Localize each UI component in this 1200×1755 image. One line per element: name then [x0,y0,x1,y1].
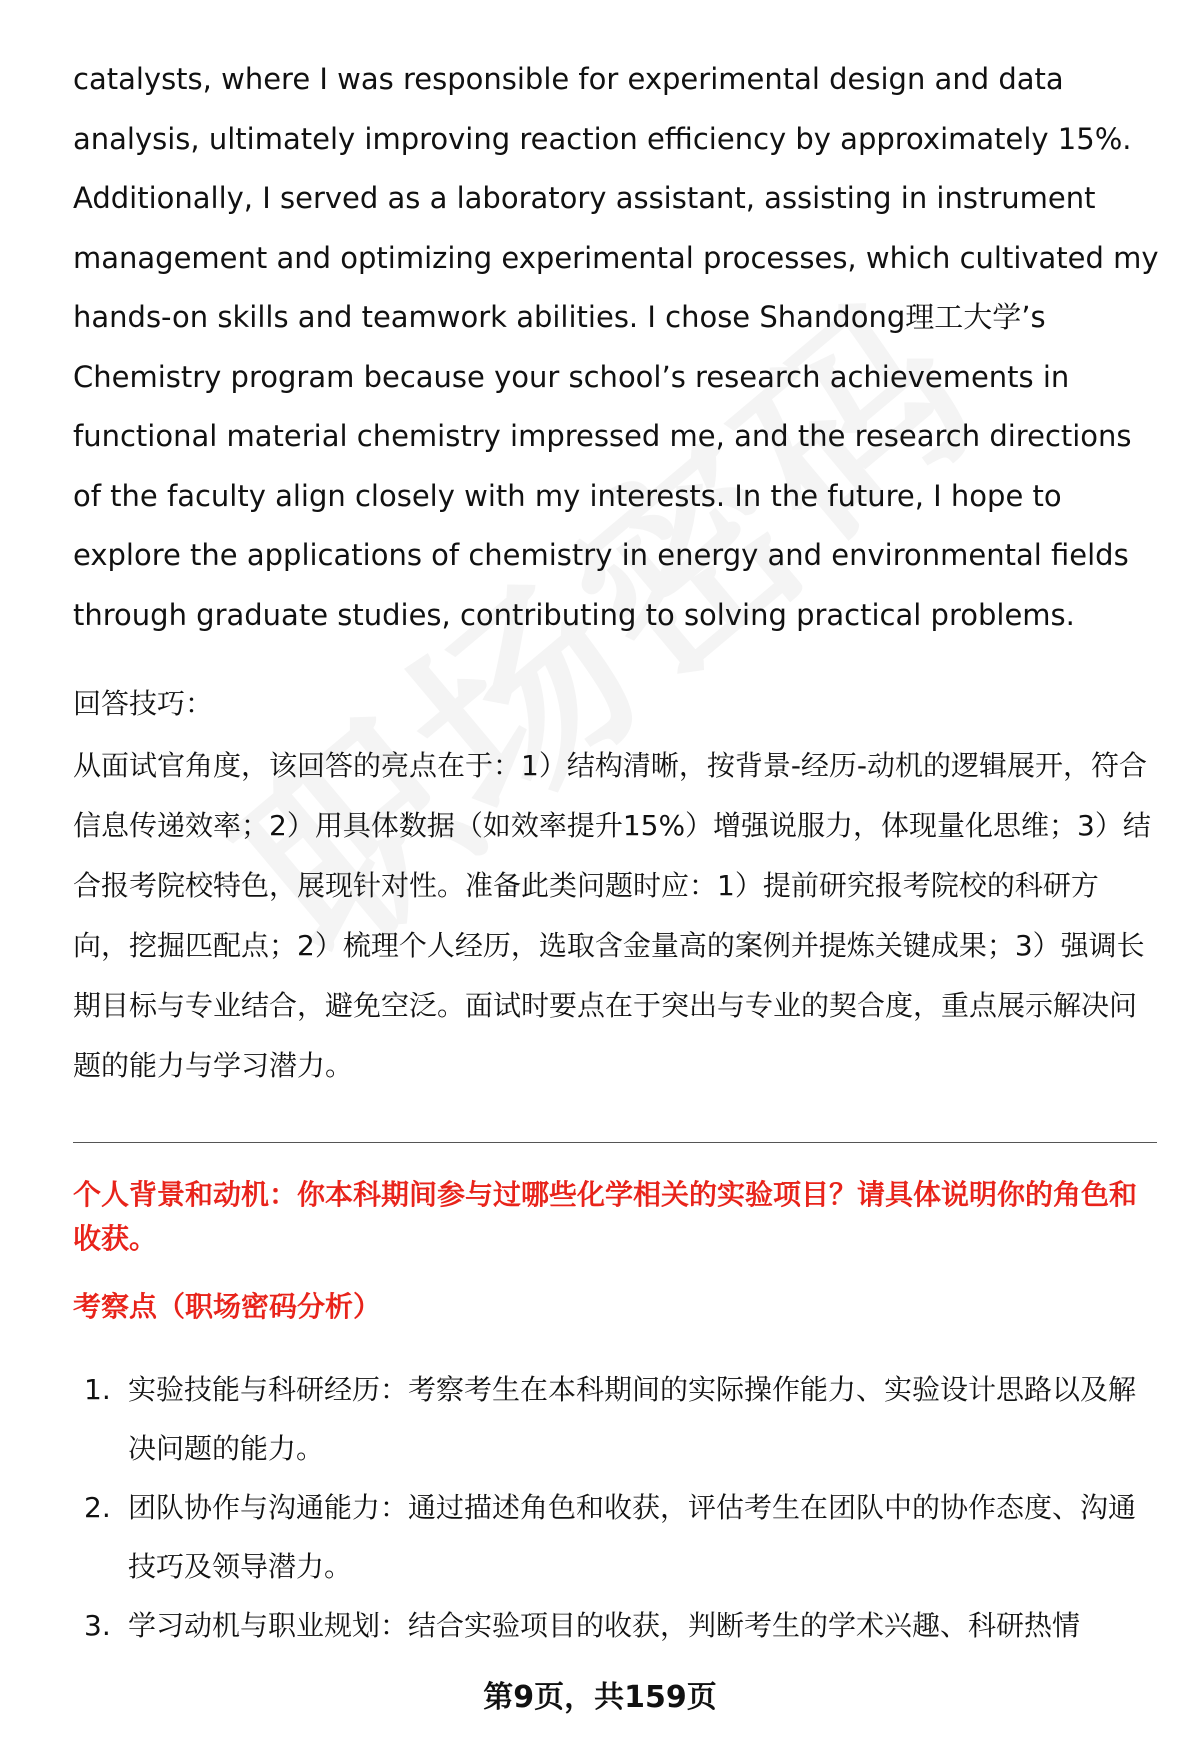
section-divider [73,1142,1157,1143]
assessment-points-heading: 考察点（职场密码分析） [73,1290,382,1323]
list-item-number: 1. [84,1373,111,1406]
list-item-text: 团队协作与沟通能力：通过描述角色和收获，评估考生在团队中的协作态度、沟通技巧及领导潜力。 [128,1491,1137,1583]
tips-heading: 回答技巧： [73,687,214,720]
list-item [73,1596,1163,1655]
list-item [73,1478,1163,1596]
english-answer-paragraph: catalysts, where I was responsible for experimental design and data analysis, ultimately improving reaction efficiency by approximately 15%. Additionally, I served as a laboratory assistant, assisting in instrument management and optimizing experimental processes, which cultivated my hands-on skills and teamwork abilities. I chose Shandong理工大学’s Chemistry program because your school’s research achievements in functional material chemistry impressed me, and the research directions of the faculty align closely with my interests. In the future, I hope to explore the applications of chemistry in energy and environmental fields through graduate studies, contributing to solving practical problems. [73,62,1159,632]
list-item-text: 学习动机与职业规划：结合实验项目的收获，判断考生的学术兴趣、科研热情 [128,1609,1081,1642]
list-item-text: 实验技能与科研经历：考察考生在本科期间的实际操作能力、实验设计思路以及解决问题的能力。 [128,1373,1137,1465]
question-heading: 个人背景和动机：你本科期间参与过哪些化学相关的实验项目？请具体说明你的角色和收获。 [73,1178,1138,1255]
assessment-points-list [73,1360,1163,1655]
list-item [73,1360,1163,1478]
page-number-footer: 第9页，共159页 [483,1680,717,1715]
list-item-number: 2. [84,1491,111,1524]
tips-body: 从面试官角度，该回答的亮点在于：1）结构清晰，按背景-经历-动机的逻辑展开，符合信息传递效率；2）用具体数据（如效率提升15%）增强说服力，体现量化思维；3）结合报考院校特色，展现针对性。准备此类问题时应：1）提前研究报考院校的科研方向，挖掘匹配点；2）梳理个人经历，选取含金量高的案例并提炼关键成果；3）强调长期目标与专业结合，避免空泛。面试时要点在于突出与专业的契合度，重点展示解决问题的能力与学习潜力。 [73,749,1151,1082]
list-item-number: 3. [84,1609,111,1642]
